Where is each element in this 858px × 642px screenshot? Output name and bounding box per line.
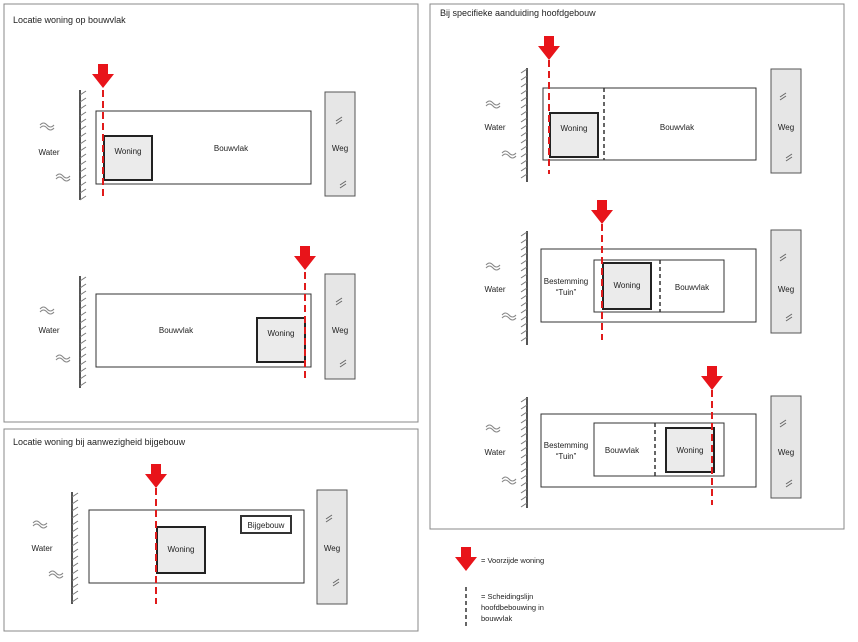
panel-woning-op-bouwvlak (4, 4, 418, 422)
bijgebouw-label: Bijgebouw (247, 521, 285, 530)
red-down-arrow-icon (455, 547, 477, 571)
bestemming-label: “Tuin” (555, 288, 577, 297)
water-label: Water (31, 544, 53, 553)
water-label: Water (484, 448, 506, 457)
road-rect (771, 396, 801, 498)
water-label: Water (484, 123, 506, 132)
woning-rect (550, 113, 598, 157)
woning-label: Woning (267, 329, 295, 338)
weg-label: Weg (777, 285, 795, 294)
legend (455, 547, 544, 628)
woning-label: Woning (676, 446, 704, 455)
bestemming-label: Bestemming (543, 277, 589, 286)
water-label: Water (38, 148, 60, 157)
bouwvlak-label: Bouwvlak (604, 446, 640, 455)
bouwvlak-label: Bouwvlak (674, 283, 710, 292)
weg-label: Weg (777, 123, 795, 132)
water-label: Water (484, 285, 506, 294)
weg-label: Weg (331, 326, 349, 335)
woning-label: Woning (167, 545, 195, 554)
bestemming-label: Bestemming (543, 441, 589, 450)
legend-scheidingslijn-line1: = Scheidingslijn (481, 592, 534, 601)
woning-label: Woning (560, 124, 588, 133)
legend-scheidingslijn-line2: hoofdbebouwing in (481, 603, 544, 612)
weg-label: Weg (323, 544, 341, 553)
panel-title: Bij specifieke aanduiding hoofdgebouw (440, 8, 596, 18)
woning-label: Woning (114, 147, 142, 156)
bouwvlak-label: Bouwvlak (158, 326, 194, 335)
bouwvlak-label: Bouwvlak (213, 144, 249, 153)
legend-scheidingslijn-line3: bouwvlak (481, 614, 513, 623)
water-label: Water (38, 326, 60, 335)
weg-label: Weg (777, 448, 795, 457)
panel-specifieke-aanduiding (430, 4, 844, 529)
woning-rect (104, 136, 152, 180)
bouwvlak-label: Bouwvlak (659, 123, 695, 132)
woning-label: Woning (613, 281, 641, 290)
panel-title: Locatie woning bij aanwezigheid bijgebouw (13, 437, 186, 447)
woning-rect (257, 318, 305, 362)
bestemming-label: “Tuin” (555, 452, 577, 461)
panel-title: Locatie woning op bouwvlak (13, 15, 126, 25)
legend-voorzijde: = Voorzijde woning (481, 556, 545, 565)
weg-label: Weg (331, 144, 349, 153)
panel-woning-bij-bijgebouw (4, 429, 418, 631)
